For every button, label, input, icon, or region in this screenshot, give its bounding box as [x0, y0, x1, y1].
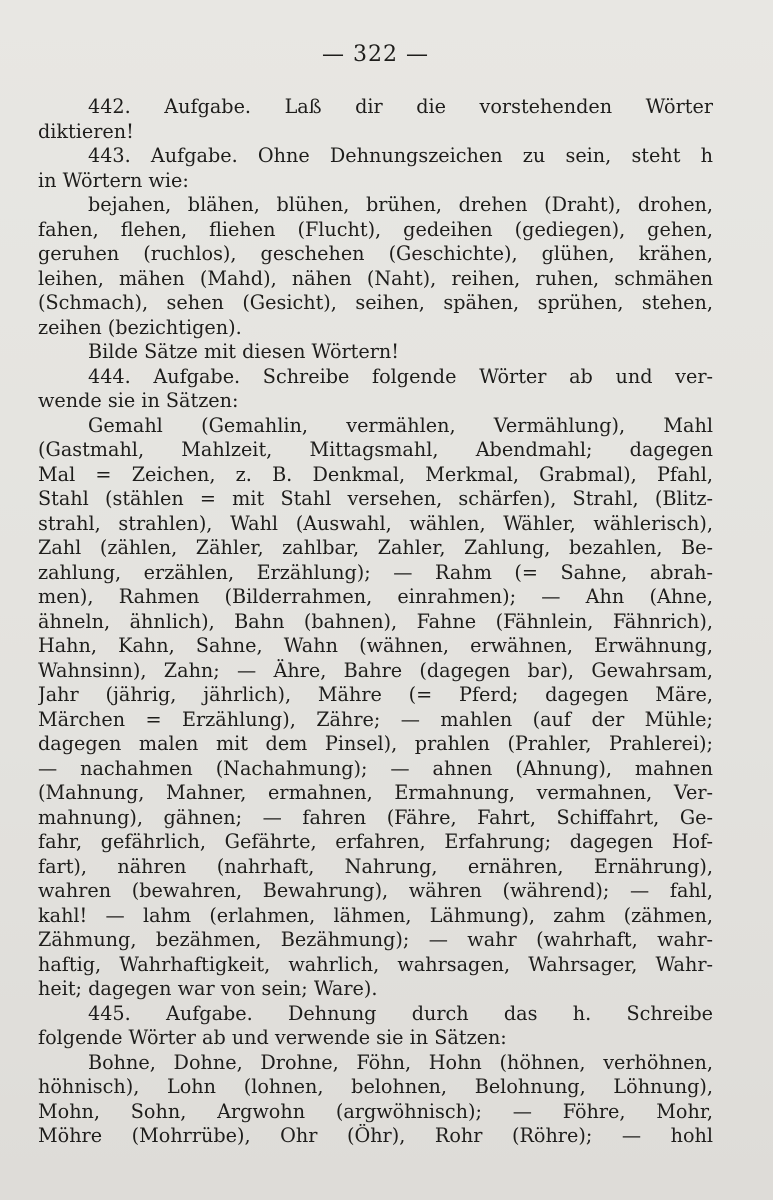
text-line: Gemahl (Gemahlin, vermählen, Vermählung), Mahl: [88, 413, 713, 437]
text-line: fahr, gefährlich, Gefährte, erfahren, Erfahrung; dagegen Hof-: [38, 830, 713, 853]
text-line: in Wörtern wie:: [38, 168, 189, 192]
text-line: strahl, strahlen), Wahl (Auswahl, wählen, Wähler, wählerisch),: [38, 511, 713, 535]
text-line: haftig, Wahrhaftigkeit, wahrlich, wahrsagen, Wahrsager, Wahr-: [38, 952, 713, 976]
text-line: 445. Aufgabe. Dehnung durch das h. Schreibe: [88, 1001, 713, 1025]
text-line: folgende Wörter ab und verwende sie in Sätzen:: [38, 1026, 507, 1049]
page-number: — 322 —: [322, 42, 429, 67]
text-line: bejahen, blähen, blühen, brühen, drehen (Draht), drohen,: [88, 193, 713, 216]
text-line: höhnisch), Lohn (lohnen, belohnen, Belohnung, Löhnung),: [38, 1075, 713, 1098]
text-line: (Gastmahl, Mahlzeit, Mittagsmahl, Abendmahl; dagegen: [38, 438, 713, 461]
text-line: fart), nähren (nahrhaft, Nahrung, ernähren, Ernährung),: [38, 854, 713, 878]
text-line: 444. Aufgabe. Schreibe folgende Wörter ab und ver-: [88, 364, 713, 388]
text-line: (Mahnung, Mahner, ermahnen, Ermahnung, vermahnen, Ver-: [38, 781, 713, 804]
text-line: wende sie in Sätzen:: [38, 389, 239, 412]
text-line: 443. Aufgabe. Ohne Dehnungszeichen zu sein, steht h: [88, 144, 713, 167]
text-line: heit; dagegen war von sein; Ware).: [38, 977, 378, 1000]
text-line: zahlung, erzählen, Erzählung); — Rahm (= Sahne, abrah-: [38, 560, 713, 584]
text-line: Mal = Zeichen, z. B. Denkmal, Merkmal, Grabmal), Pfahl,: [38, 462, 713, 486]
text-line: Möhre (Mohrrübe), Ohr (Öhr), Rohr (Röhre); — hohl: [38, 1124, 713, 1147]
text-line: dagegen malen mit dem Pinsel), prahlen (Prahler, Prahlerei);: [38, 732, 713, 755]
text-line: 442. Aufgabe. Laß dir die vorstehenden Wörter: [88, 95, 713, 118]
text-line: Zähmung, bezähmen, Bezähmung); — wahr (wahrhaft, wahr-: [38, 928, 713, 951]
text-line: leihen, mähen (Mahd), nähen (Naht), reihen, ruhen, schmähen: [38, 266, 713, 290]
text-line: (Schmach), sehen (Gesicht), seihen, spähen, sprühen, stehen,: [38, 291, 713, 314]
text-line: Bohne, Dohne, Drohne, Föhn, Hohn (höhnen, verhöhnen,: [88, 1050, 713, 1074]
text-line: men), Rahmen (Bilderrahmen, einrahmen); — Ahn (Ahne,: [38, 585, 713, 608]
text-line: Jahr (jährig, jährlich), Mähre (= Pferd; dagegen Märe,: [38, 683, 713, 706]
text-line: ähneln, ähnlich), Bahn (bahnen), Fahne (Fähnlein, Fähnrich),: [38, 609, 713, 633]
text-line: Zahl (zählen, Zähler, zahlbar, Zahler, Zahlung, bezahlen, Be-: [38, 536, 713, 559]
text-line: zeihen (bezichtigen).: [38, 315, 242, 339]
text-line: Stahl (stählen = mit Stahl versehen, schärfen), Strahl, (Blitz-: [38, 487, 713, 510]
text-line: wahren (bewahren, Bewahrung), währen (während); — fahl,: [38, 879, 713, 902]
text-line: Mohn, Sohn, Argwohn (argwöhnisch); — Föhre, Mohr,: [38, 1099, 713, 1123]
text-line: Hahn, Kahn, Sahne, Wahn (wähnen, erwähnen, Erwähnung,: [38, 634, 713, 657]
text-body: [38, 95, 713, 1149]
text-line: kahl! — lahm (erlahmen, lähmen, Lähmung), zahm (zähmen,: [38, 903, 713, 927]
text-line: mahnung), gähnen; — fahren (Fähre, Fahrt, Schiffahrt, Ge-: [38, 805, 713, 829]
text-line: — nachahmen (Nachahmung); — ahnen (Ahnung), mahnen: [38, 756, 713, 780]
text-line: Bilde Sätze mit diesen Wörtern!: [88, 340, 399, 363]
text-line: diktieren!: [38, 119, 134, 143]
text-line: Wahnsinn), Zahn; — Ähre, Bahre (dagegen bar), Gewahrsam,: [38, 658, 713, 682]
text-line: geruhen (ruchlos), geschehen (Geschichte), glühen, krähen,: [38, 242, 713, 265]
text-line: fahen, flehen, fliehen (Flucht), gedeihen (gediegen), gehen,: [38, 217, 713, 241]
text-line: Märchen = Erzählung), Zähre; — mahlen (auf der Mühle;: [38, 707, 713, 731]
